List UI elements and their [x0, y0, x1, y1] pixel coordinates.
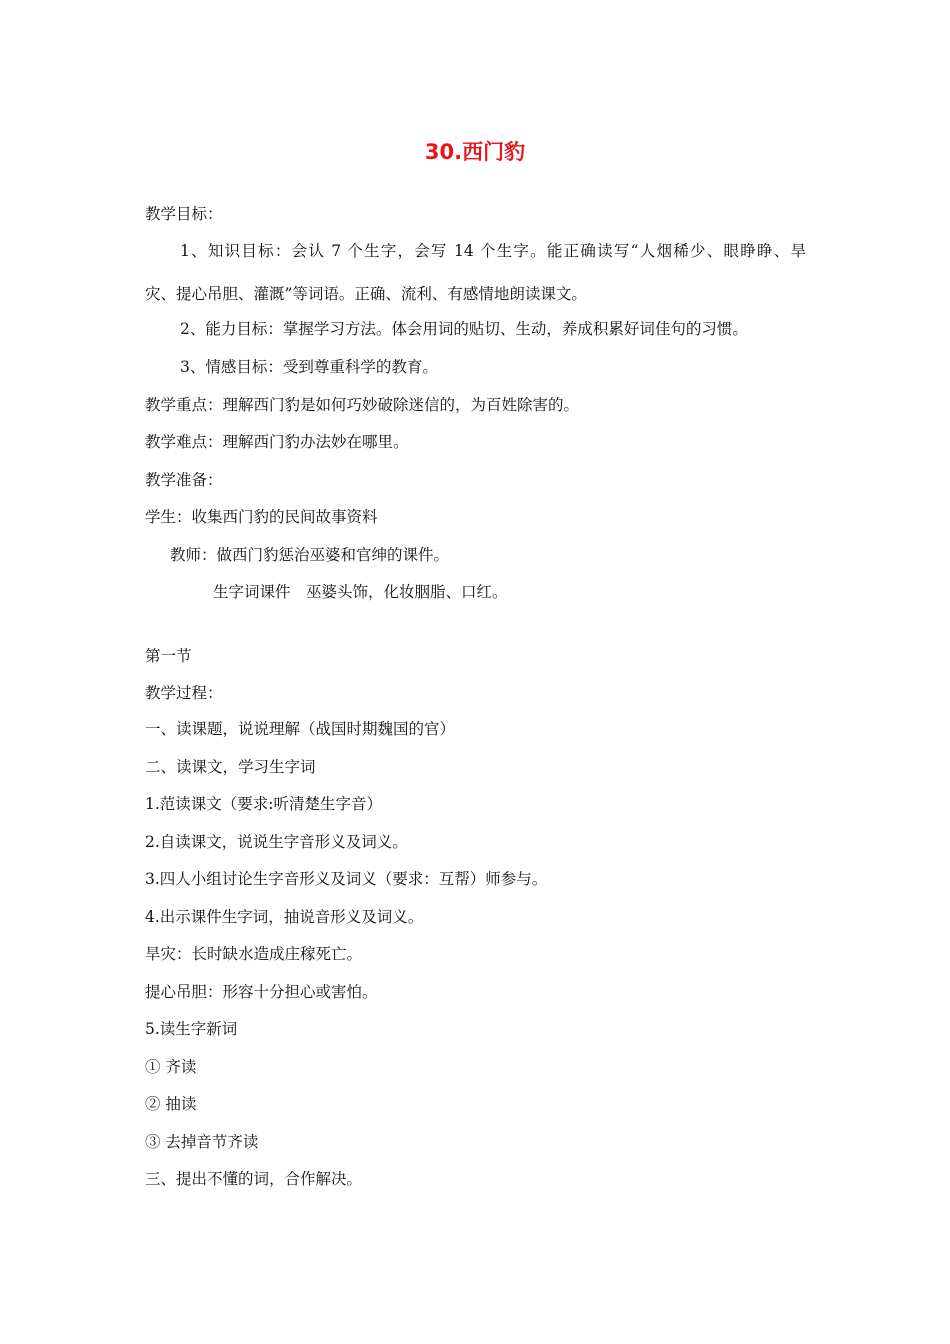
substep-3: 3.四人小组讨论生字音形义及词义（要求：互帮）师参与。: [145, 870, 548, 888]
objective-knowledge-line-2: 灾、提心吊胆、灌溉”等词语。正确、流利、有感情地朗读课文。: [145, 285, 587, 303]
section-heading-objectives: 教学目标：: [145, 205, 223, 223]
teaching-focus: 教学重点：理解西门豹是如何巧妙破除迷信的，为百姓除害的。: [145, 396, 580, 414]
substep-2: 2.自读课文，说说生字音形义及词义。: [145, 833, 408, 851]
reading-method-3: ③ 去掉音节齐读: [145, 1133, 259, 1151]
section-heading-preparation: 教学准备：: [145, 471, 223, 489]
objective-ability: 2、能力目标：掌握学习方法。体会用词的贴切、生动，养成积累好词佳句的习惯。: [180, 320, 748, 338]
step-1: 一、读课题，说说理解（战国时期魏国的官）: [145, 720, 456, 738]
step-2: 二、读课文，学习生字词: [145, 758, 316, 776]
substep-5: 5.读生字新词: [145, 1020, 238, 1038]
preparation-students: 学生：收集西门豹的民间故事资料: [145, 508, 378, 526]
step-3: 三、提出不懂的词，合作解决。: [145, 1170, 363, 1188]
section-heading-process: 教学过程：: [145, 684, 223, 702]
reading-method-1: ① 齐读: [145, 1058, 197, 1076]
word-definition-drought: 旱灾：长时缺水造成庄稼死亡。: [145, 945, 363, 963]
objective-emotion: 3、情感目标：受到尊重科学的教育。: [180, 358, 438, 376]
substep-1: 1.范读课文（要求:听清楚生字音）: [145, 795, 383, 813]
preparation-teacher: 教师：做西门豹惩治巫婆和官绅的课件。: [170, 546, 450, 564]
objective-knowledge-line-1: 1、知识目标：会认 7 个生字，会写 14 个生字。能正确读写“人烟稀少、眼睁睁、旱: [180, 242, 806, 260]
teaching-difficulty: 教学难点：理解西门豹办法妙在哪里。: [145, 433, 409, 451]
substep-4: 4.出示课件生字词，抽说音形义及词义。: [145, 908, 424, 926]
preparation-materials: 生字词课件 巫婆头饰，化妆胭脂、口红。: [213, 583, 508, 601]
lesson-section-1: 第一节: [145, 647, 192, 665]
word-definition-anxious: 提心吊胆：形容十分担心或害怕。: [145, 983, 378, 1001]
page-title: 30.西门豹: [424, 140, 526, 164]
reading-method-2: ② 抽读: [145, 1095, 197, 1113]
